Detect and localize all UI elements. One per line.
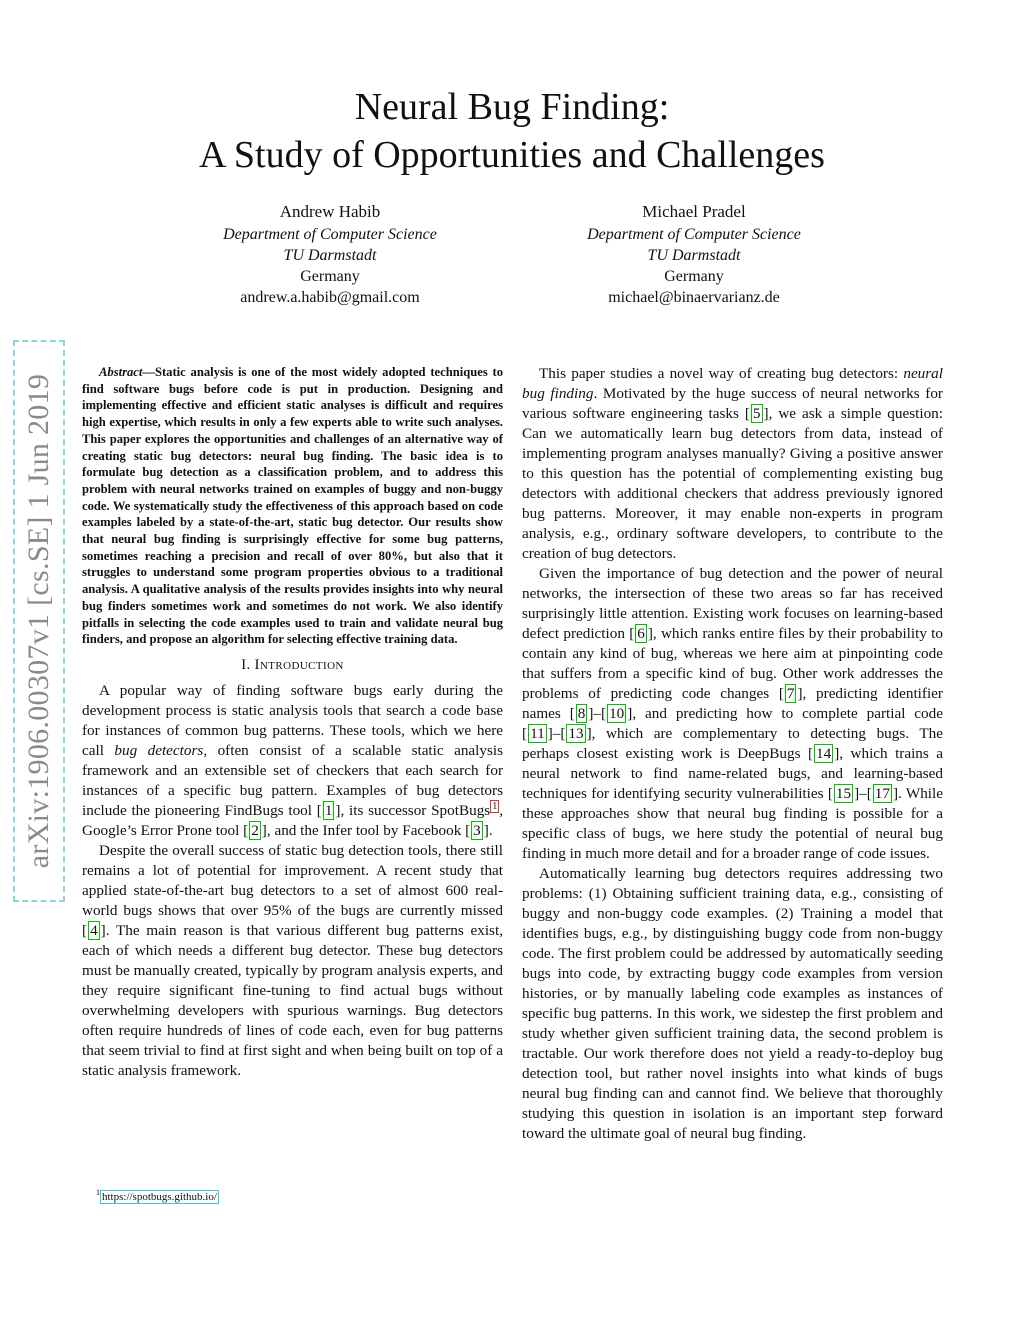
footnote-number: 1	[96, 1188, 100, 1197]
author-name: Michael Pradel	[642, 202, 746, 221]
arxiv-side-stamp[interactable]	[13, 340, 65, 902]
author-name: Andrew Habib	[279, 202, 381, 221]
emphasis: neural bug finding	[522, 365, 943, 402]
author-university: TU Darmstadt	[283, 247, 377, 264]
section-heading	[82, 655, 503, 675]
citation-link[interactable]: 13	[568, 725, 584, 742]
range-dash: –	[552, 725, 561, 742]
paper-title	[100, 83, 924, 179]
author-department: Department of Computer Science	[223, 226, 437, 243]
text-run: . While these approaches show that neural bug finding is possible for a specific class of bugs, we here study the potential of neural bug finding in much more detail and for a broader range of code issues.	[522, 785, 943, 862]
text-run: , often consist of a scalable static analysis framework and an extensible set of checkers that each search for instances of a specific bug pattern. Examples of bug detectors include the pioneering FindBugs tool	[82, 741, 504, 819]
text-run: . The main reason is that various different bug patterns exist, each of which needs a different bug detector. These bug detectors must be manually created, typically by program analysis experts, and they require significant fine-tuning to find actual bugs without overwhelming developers with spurious warnings. Bug detectors often require hundreds of lines of code each, even for bug patterns that seem trivial to find at first sight and when being built on top of a static analysis framework.	[82, 921, 503, 1079]
text-run: Despite the overall success of static bug detection tools, there still remains a lot of potential for improvement. A recent study that applied state-of-the-art bug detectors to a set of almost 600 real-world bugs shows that over 95% of the bugs are currently missed	[82, 841, 503, 919]
citation-link[interactable]: 14	[816, 745, 832, 762]
footnote-url-link[interactable]: https://spotbugs.github.io/	[102, 1190, 217, 1203]
intro-paragraph-1: A popular way of finding software bugs early during the development process is static analysis tools that search a code base for instances of common bug patterns. These tools, which we here call bug detectors, often consist of a scalable static analysis framework and an extensible set of checkers that each search for instances of a specific bug pattern. Examples of bug detectors include the pioneering FindBugs tool [ 1 ], its successor SpotBugs $^1$ , Google’s Error Prone tool [ 2 ], and the Infer tool by Facebook [ 3 ].	[82, 681, 504, 839]
citation-link[interactable]: 6	[637, 625, 645, 642]
citation-link[interactable]: 7	[786, 685, 795, 702]
citation-link[interactable]: 3	[473, 821, 481, 839]
text-run: , and predicting how to complete partial code	[632, 705, 943, 722]
citation-link[interactable]: 10	[609, 705, 625, 722]
right-column	[522, 364, 943, 1144]
text-run: , and the Infer tool by Facebook	[266, 821, 466, 839]
title-line-2: A Study of Opportunities and Challenges	[199, 134, 825, 176]
range-dash: –	[859, 785, 867, 802]
text-run: Given the importance of bug detection and the power of neural networks, the intersection of these two areas so far has received surprisingly little attention. Existing work focuses on learning-based defect prediction	[522, 565, 943, 642]
text-run: , which trains a neural network to find name-related bugs, and learning-based techniques for identifying security vulnerabilities	[522, 745, 943, 802]
right-paragraph-3: Automatically learning bug detectors requires addressing two problems: (1) Obtaining sufficient training data, e.g., consisting of buggy and non-buggy code examples. (2) Training a model that identifies bugs, e.g., by distinguishing buggy code from non-buggy code. The first problem could be addressed by automatically seeding bugs into code, by extracting buggy code examples from version histories, or by manually labeling code examples as instances of specific bug patterns. In this work, we sidestep the first problem and study whether given sufficient training data, the second problem is tractable. Our work therefore does not yield a ready-to-deploy bug detection tool, but rather novel insights into what kinds of bugs neural bug finding can and cannot find. We believe that thoroughly studying this question in isolation is an important step forward toward the ultimate goal of neural bug finding.	[522, 865, 943, 1142]
section-number: I.	[241, 656, 251, 673]
text-run: This paper studies a novel way of creating bug detectors:	[539, 365, 904, 382]
author-block-1	[150, 201, 510, 308]
citation-link[interactable]: 11	[530, 725, 545, 742]
text-run: , predicting identifier names	[522, 685, 943, 722]
text-run: , which are complementary to detecting bugs. The perhaps closest existing work is DeepBugs	[522, 725, 943, 762]
arxiv-identifier: arXiv:1906.00307v1 [cs.SE] 1 Jun 2019	[22, 373, 55, 869]
range-dash: –	[593, 705, 602, 722]
right-paragraph-1: This paper studies a novel way of creating bug detectors: neural bug finding. Motivated by the huge success of neural networks for various software engineering tasks [ 5 ], we ask a simple question: Can we automatically learn bug detectors from data, instead of implementing program analyses manually? Giving a positive answer to this question has the potential of complementing existing bug detectors with additional checkers that address previously ignored bug patterns. Moreover, it may enable non-experts in program analysis, e.g., ordinary software developers, to contribute to the creation of bug detectors.	[522, 365, 943, 562]
citation-link[interactable]: 15	[835, 785, 852, 802]
author-email[interactable]: michael@binaervarianz.de	[608, 289, 780, 306]
abstract-text: —Static analysis is one of the most widely adopted techniques to find software bugs before code is put in production. Designing and implementing effective and efficient static analyses is difficult and requires high expertise, which results in only a few experts able to write such analyses. This paper explores the opportunities and challenges of an alternative way of creating static bug detectors: neural bug finding. The basic idea is to formulate bug detection as a classification problem, and to address this problem with neural networks trained on examples of buggy and non-buggy code. We systematically study the effectiveness of this approach based on code examples labeled by a state-of-the-art, static bug detector. Our results show that neural bug finding is surprisingly effective for some bug patterns, sometimes reaching a precision and recall of over 80%, but also that it struggles to understand some program properties obvious to a traditional analysis. A qualitative analysis of the results provides insights into why neural bug finders sometimes work and sometimes do not work. We also identify pitfalls in selecting the code examples used to train and validate neural bug finders, and propose an algorithm for selecting effective training data.	[82, 365, 503, 647]
abstract-label: Abstract	[99, 365, 143, 379]
citation-link[interactable]: 1	[324, 801, 333, 819]
author-email[interactable]: andrew.a.habib@gmail.com	[240, 289, 420, 306]
author-university: TU Darmstadt	[647, 247, 741, 264]
citation-link[interactable]: 5	[752, 405, 761, 422]
author-department: Department of Computer Science	[587, 226, 801, 243]
text-run: , we ask a simple question: Can we automatically learn bug detectors from data, instead of implementing program analyses manually? Giving a positive answer to this question has the potential of complementing existing bug detectors with additional checkers that address previously ignored bug patterns. Moreover, it may enable non-experts in program analysis, e.g., ordinary software developers, to contribute to the creation of bug detectors.	[522, 405, 943, 562]
left-column	[82, 364, 503, 1081]
footnote-marker[interactable]: 1	[492, 800, 498, 812]
citation-link[interactable]: 8	[577, 705, 586, 722]
citation-link[interactable]: 2	[251, 821, 259, 839]
intro-paragraph-2: Despite the overall success of static bug detection tools, there still remains a lot of potential for improvement. A recent study that applied state-of-the-art bug detectors to a set of almost 600 real-world bugs shows that over 95% of the bugs are currently missed [ 4 ]. The main reason is that various different bug patterns exist, each of which needs a different bug detector. These bug detectors must be manually created, typically by program analysis experts, and they require significant fine-tuning to find actual bugs without overwhelming developers with spurious warnings. Bug detectors often require hundreds of lines of code each, even for bug patterns that seem trivial to find at first sight and when being built on top of a static analysis framework.	[82, 841, 503, 1079]
text-run: .	[488, 821, 493, 839]
abstract	[82, 364, 503, 648]
author-country: Germany	[664, 268, 724, 285]
text-run: , which ranks entire files by their probability to contain any kind of bug, whereas we here aim at pinpointing code that suffers from a specific kind of bug. Other work addresses the problems of predicting code changes	[522, 625, 943, 702]
footnote	[96, 1186, 219, 1204]
right-paragraph-2: Given the importance of bug detection and the power of neural networks, the intersection of these two areas so far has received surprisingly little attention. Existing work focuses on learning-based defect prediction [ 6 ], which ranks entire files by their probability to contain any kind of bug, whereas we here aim at pinpointing code that suffers from a specific kind of bug. Other work addresses the problems of predicting code changes [ 7 ], predicting identifier names [ 8 ]–[ 10 ], and predicting how to complete partial code [ 11 ]–[ 13 ], which are complementary to detecting bugs. The perhaps closest existing work is DeepBugs [ 14 ], which trains a neural network to find name-related bugs, and learning-based techniques for identifying security vulnerabilities [ 15 ]–[ 17 ]. While these approaches show that neural bug finding is possible for a specific class of bugs, we here study the potential of neural bug finding in much more detail and for a broader range of code issues.	[522, 565, 943, 862]
author-country: Germany	[300, 268, 360, 285]
section-title: Introduction	[254, 656, 344, 673]
citation-link[interactable]: 4	[90, 921, 98, 939]
text-run: , Google’s Error Prone tool	[82, 801, 503, 839]
emphasis: bug detectors	[114, 741, 204, 759]
author-block-2	[514, 201, 874, 308]
text-run: A popular way of finding software bugs early during the development process is static analysis tools that search a code base for instances of common bug patterns. These tools, which we here call	[82, 681, 503, 759]
title-line-1: Neural Bug Finding:	[354, 86, 670, 128]
text-run: . Motivated by the huge success of neural networks for various software engineering tasks	[522, 385, 943, 422]
citation-link[interactable]: 17	[874, 785, 890, 802]
text-run: , its successor SpotBugs	[340, 801, 491, 819]
